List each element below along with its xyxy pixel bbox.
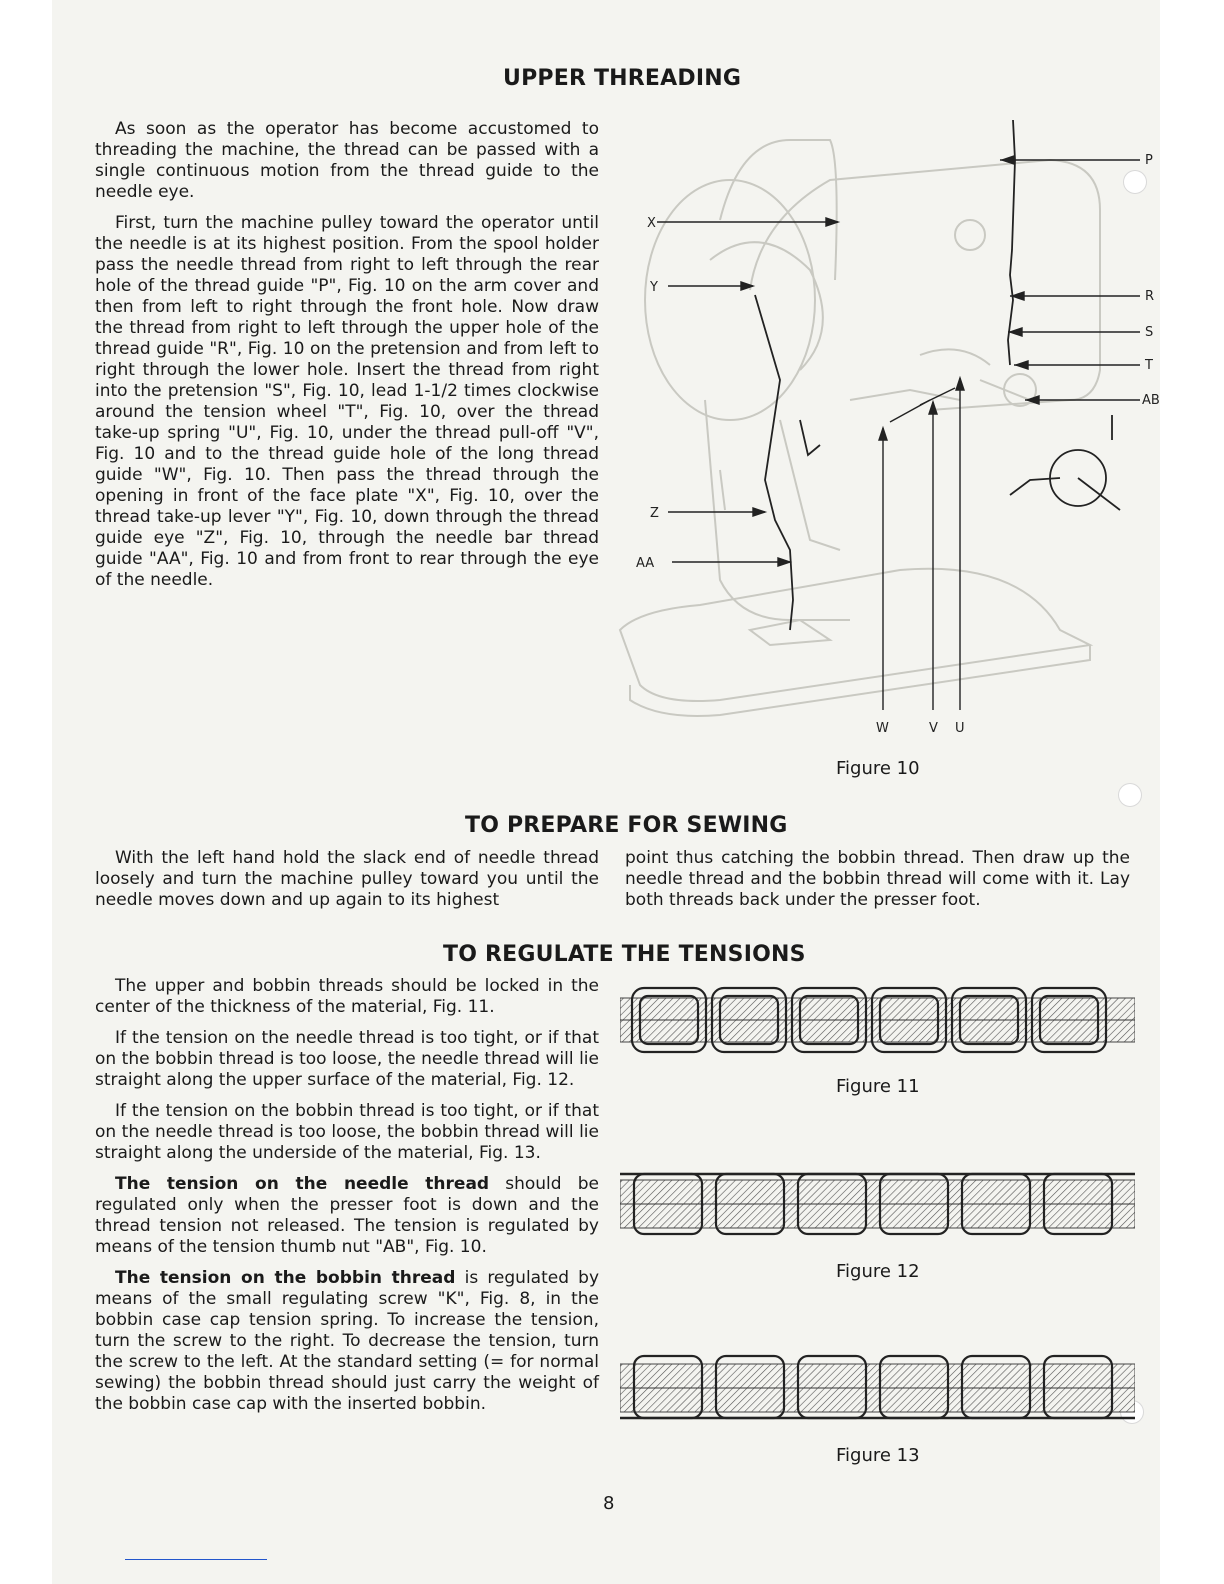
- figure-12-caption: Figure 12: [836, 1261, 920, 1282]
- prepare-text-left: [95, 848, 599, 921]
- prepare-para-left: With the left hand hold the slack end of needle thread loosely and turn the machine pulley toward you until the needle moves down and up again to its highest: [95, 848, 599, 910]
- tensions-para-3: If the tension on the bobbin thread is too tight, or if that on the needle thread is too loose, the bobbin thread will lie straight along the underside of the material, Fig. 13.: [95, 1101, 599, 1163]
- label-y: Y: [650, 280, 658, 295]
- footer-line: [125, 1559, 267, 1560]
- upper-threading-para-2: First, turn the machine pulley toward the operator until the needle is at its highest position. From the spool holder pass the needle thread from right to left through the rear hole of the thread guide "P", Fig. 10 on the arm cover and then from left to right through the front hole. Now draw the thread from right to left through the upper hole of the thread guide "R", Fig. 10 on the pretension and from left to right through the lower hole. Insert the thread from right into the pretension "S", Fig. 10, lead 1-1/2 times clockwise around the tension wheel "T", Fig. 10, over the thread take-up spring "U", Fig. 10, under the thread pull-off "V", Fig. 10 and to the thread guide hole of the long thread guide "W", Fig. 10. Then pass the thread through the opening in front of the face plate "X", Fig. 10, over the thread take-up lever "Y", Fig. 10, down through the thread guide eye "Z", Fig. 10, through the needle bar thread guide "AA", Fig. 10 and from front to rear through the eye of the needle.: [95, 213, 599, 590]
- figure-12-diagram: [620, 1168, 1135, 1240]
- heading-prepare-for-sewing: TO PREPARE FOR SEWING: [465, 813, 788, 838]
- figure-10-labels: [636, 153, 1160, 736]
- label-v: V: [929, 721, 938, 736]
- prepare-text-right: [625, 848, 1130, 921]
- figure-13-caption: Figure 13: [836, 1445, 920, 1466]
- tensions-para-5-rest: is regulated by means of the small regulating screw "K", Fig. 8, in the bobbin case cap tension spring. To increase the tension, turn the screw to the right. To decrease the tension, turn the screw to the left. At the standard setting (= for normal sewing) the bobbin thread should just carry the weight of the bobbin case cap with the inserted bobbin.: [95, 1268, 600, 1414]
- figure-13-diagram: [620, 1352, 1135, 1424]
- tensions-para-5: [95, 1268, 599, 1415]
- label-w: W: [876, 721, 889, 736]
- prepare-para-right: point thus catching the bobbin thread. Then draw up the needle thread and the bobbin thread will come with it. Lay both threads back under the presser foot.: [625, 848, 1130, 910]
- tensions-para-1: The upper and bobbin threads should be locked in the center of the thickness of the material, Fig. 11.: [95, 976, 599, 1017]
- tensions-para-4-rest: should be regulated only when the presser foot is down and the thread tension not released. The tension is regulated by means of the tension thumb nut "AB", Fig. 10.: [95, 1174, 599, 1257]
- upper-threading-text: [95, 119, 599, 601]
- figure-10-leader-lines: [657, 156, 1140, 710]
- label-z: Z: [650, 506, 659, 521]
- tensions-para-4-bold: The tension on the needle thread: [115, 1174, 490, 1194]
- tensions-para-4: [95, 1174, 599, 1258]
- label-s: S: [1145, 325, 1154, 340]
- figure-11-diagram: [620, 980, 1135, 1060]
- label-t: T: [1145, 358, 1153, 373]
- figure-11-caption: Figure 11: [836, 1076, 920, 1097]
- label-ab: AB: [1142, 393, 1160, 408]
- heading-regulate-tensions: TO REGULATE THE TENSIONS: [443, 942, 806, 967]
- figure-10-diagram: [600, 100, 1160, 780]
- label-aa: AA: [636, 556, 655, 571]
- machine-outline: [620, 140, 1100, 716]
- label-x: X: [647, 216, 656, 231]
- figure-10-caption: Figure 10: [836, 758, 920, 779]
- heading-upper-threading: UPPER THREADING: [503, 66, 742, 91]
- label-r: R: [1145, 289, 1155, 304]
- label-u: U: [955, 721, 965, 736]
- tensions-para-5-bold: The tension on the bobbin thread: [115, 1268, 456, 1288]
- tensions-text: [95, 976, 599, 1425]
- thread-path: [755, 120, 1120, 630]
- upper-threading-para-1: As soon as the operator has become accustomed to threading the machine, the thread can be passed with a single continuous motion from the thread guide to the needle eye.: [95, 119, 599, 202]
- tensions-para-2: If the tension on the needle thread is too tight, or if that on the bobbin thread is too loose, the needle thread will lie straight along the upper surface of the material, Fig. 12.: [95, 1028, 599, 1090]
- label-p: P: [1145, 153, 1153, 168]
- page-number: 8: [603, 1493, 615, 1514]
- punch-hole-middle: [1119, 784, 1141, 806]
